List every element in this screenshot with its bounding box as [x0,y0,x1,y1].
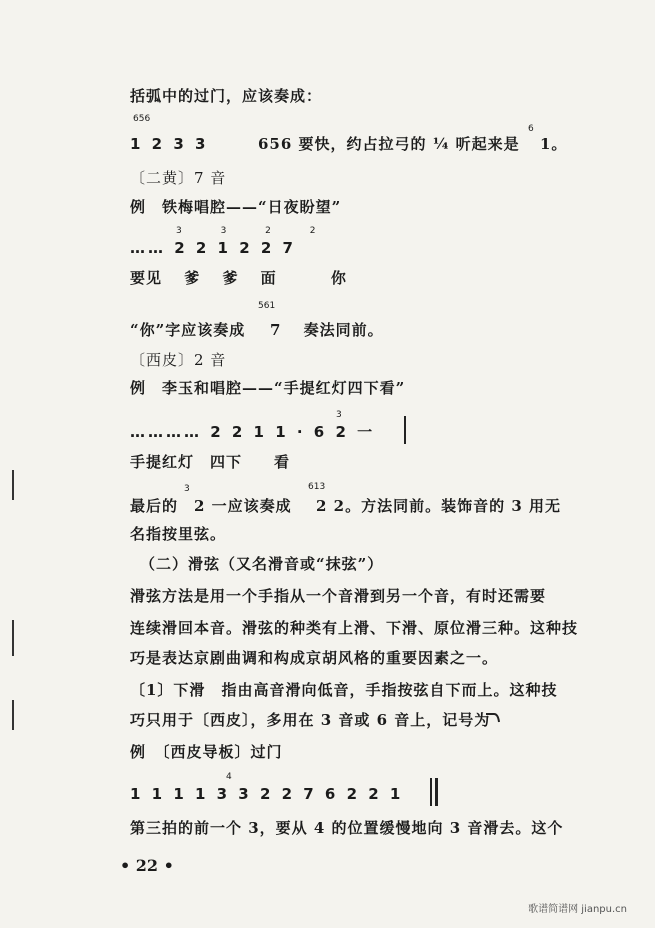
example-title: 例 李玉和唱腔——“手提红灯四下看” [130,379,406,397]
grace-notes: 3 3 2 2 [176,226,334,236]
lyrics-line: 要见 爹 爹 面 你 [130,269,347,287]
lyrics-line: 手提红灯 四下 看 [130,453,291,471]
section-label: 〔西皮〕2 音 [130,351,227,369]
notation-line: 1 1 1 1 3 3 2 2 7 6 2 2 1 [130,785,404,803]
grace-note: 3 [184,484,190,494]
text-line-12c: 2 2。方法同前。装饰音的 3 用无 [316,497,561,515]
text-line-15: 滑弦方法是用一个手指从一个音滑到另一个音，有时还需要 [130,587,547,605]
grace-note: 6 [528,124,534,134]
grace-notes: 656 [133,114,151,124]
bar-line [404,416,406,444]
text-line-12a: 最后的 [130,497,179,515]
notation-line: …… 2 2 1 2 2 7 [130,239,296,257]
watermark: 歌谱简谱网 jianpu.cn [528,904,627,915]
text-line-1: 括弧中的过门，应该奏成： [130,87,323,105]
text-line-17: 巧是表达京剧曲调和构成京胡风格的重要因素之一。 [130,649,499,667]
grace-note: 4 [226,772,232,782]
notation-line: 1 2 3 3 [130,135,209,153]
text-line-16: 连续滑回本音。滑弦的种类有上滑、下滑、原位滑三种。这种技 [130,619,579,637]
text-line-18: 〔1〕下滑 指由高音滑向低音，手指按弦自下而上。这种技 [130,681,558,699]
section-heading: （二）滑弦（又名滑音或“抹弦”） [140,555,384,573]
grace-notes: 613 [308,482,326,492]
bar-line [430,778,432,806]
example-title: 例 铁梅唱腔——“日夜盼望” [130,198,342,216]
text-line-2a: 656 要快，约占拉弓的 ¼ 听起来是 [258,135,520,153]
text-line-22: 第三拍的前一个 3，要从 4 的位置缓慢地向 3 音滑去。这个 [130,819,564,837]
text-line-2b: 1。 [540,135,568,153]
margin-mark [12,620,14,656]
example-title: 例 〔西皮导板〕过门 [130,743,283,761]
text-line-7b: 7 奏法同前。 [270,321,384,339]
slide-down-symbol-icon [484,708,504,728]
margin-mark [12,700,14,730]
page-number: • 22 • [120,856,174,875]
grace-notes: 561 [258,301,276,311]
text-line-19: 巧只用于〔西皮〕，多用在 3 音或 6 音上，记号为 [130,711,491,729]
final-bar-line [435,778,438,806]
grace-note: 3 [336,410,342,420]
notation-line: ………… 2 2 1 1 · 6 2 一 [130,423,376,441]
section-label: 〔二黄〕7 音 [130,169,227,187]
text-line-7a: “你”字应该奏成 [130,321,246,339]
text-line-13: 名指按里弦。 [130,525,227,543]
margin-mark [12,470,14,500]
text-line-12b: 2 一应该奏成 [194,497,292,515]
